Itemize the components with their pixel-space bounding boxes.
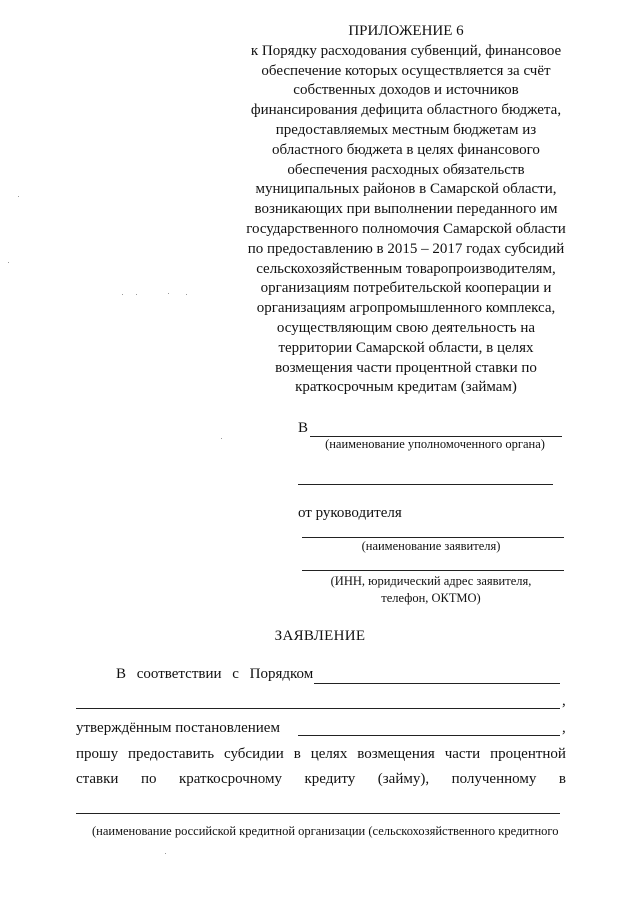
comma-mark: ,	[562, 693, 566, 709]
applicant-name-field[interactable]	[302, 537, 564, 538]
appendix-line: территории Самарской области, в целях	[278, 339, 534, 356]
resolution-label: утверждённым постановлением	[76, 720, 280, 736]
from-label: от руководителя	[298, 505, 402, 521]
credit-organization-field[interactable]	[76, 813, 560, 814]
appendix-block	[228, 22, 584, 398]
word: в	[558, 771, 566, 787]
appendix-line: к Порядку расходования субвенций, финансовое	[250, 42, 562, 59]
word: полученному	[451, 771, 537, 787]
organ-name-field[interactable]	[310, 422, 562, 437]
scan-speck	[221, 438, 222, 439]
appendix-line: финансирования дефицита областного бюджета,	[250, 102, 562, 119]
word: прошу	[76, 746, 119, 762]
word: процентной	[490, 746, 566, 762]
scan-speck	[122, 294, 123, 295]
statement-row-4	[76, 746, 566, 763]
procedure-name-field[interactable]	[314, 683, 560, 684]
addressee-to-row	[298, 420, 568, 437]
resolution-field[interactable]	[298, 735, 560, 736]
word: части	[444, 746, 481, 762]
appendix-line: предоставляемых местным бюджетам из	[275, 121, 537, 138]
appendix-line: сельскохозяйственным товаропроизводителям,	[256, 260, 556, 277]
comma-mark: ,	[562, 720, 566, 736]
inn-address-field[interactable]	[302, 570, 564, 571]
appendix-line: по предоставлению в 2015 – 2017 годах субсидий	[247, 240, 565, 257]
statement-heading: ЗАЯВЛЕНИЕ	[274, 628, 366, 644]
word: кредиту	[304, 771, 356, 787]
appendix-line: возникающих при выполнении переданного им	[254, 201, 558, 218]
to-label: В	[298, 420, 309, 436]
procedure-name-field-line2[interactable]	[76, 708, 560, 709]
word: возмещения	[357, 746, 435, 762]
appendix-line: осуществляющим свою деятельность на	[276, 319, 536, 336]
procedure-label: В соответствии с Порядком	[116, 666, 314, 682]
word: в	[293, 746, 301, 762]
scan-speck	[8, 262, 9, 263]
appendix-line: обеспечения расходных обязательств	[287, 161, 525, 178]
credit-organization-caption: (наименование российской кредитной организации (сельскохозяйственного кредитного	[92, 824, 559, 838]
word: предоставить	[128, 746, 215, 762]
word: субсидии	[224, 746, 284, 762]
scan-speck	[136, 294, 137, 295]
appendix-line: краткосрочным кредитам (займам)	[295, 379, 517, 396]
inn-caption-line: телефон, ОКТМО)	[381, 591, 481, 605]
appendix-line: организациям потребительской кооперации и	[260, 280, 552, 297]
organ-name-field-line2[interactable]	[298, 484, 553, 485]
scan-speck	[165, 853, 166, 854]
appendix-line: муниципальных районов в Самарской области,	[255, 181, 557, 198]
scan-speck	[186, 294, 187, 295]
appendix-title: ПРИЛОЖЕНИЕ 6	[348, 23, 464, 39]
scan-speck	[18, 196, 19, 197]
word: целях	[310, 746, 348, 762]
applicant-caption: (наименование заявителя)	[361, 539, 501, 553]
appendix-line: областного бюджета в целях финансового	[272, 141, 540, 158]
word: (займу),	[377, 771, 430, 787]
appendix-line: возмещения части процентной ставки по	[275, 359, 537, 376]
inn-caption	[300, 573, 562, 607]
scan-speck	[168, 293, 169, 294]
word: по	[140, 771, 157, 787]
word: ставки	[76, 771, 119, 787]
word: краткосрочному	[178, 771, 283, 787]
appendix-line: собственных доходов и источников	[293, 82, 519, 99]
statement-row-5	[76, 771, 566, 788]
appendix-line: организациям агропромышленного комплекса,	[256, 300, 556, 317]
organ-caption: (наименование уполномоченного органа)	[325, 437, 545, 451]
appendix-line: обеспечение которых осуществляется за счёт	[261, 62, 551, 79]
appendix-line: государственного полномочия Самарской области	[246, 220, 566, 237]
inn-caption-line: (ИНН, юридический адрес заявителя,	[330, 574, 532, 588]
